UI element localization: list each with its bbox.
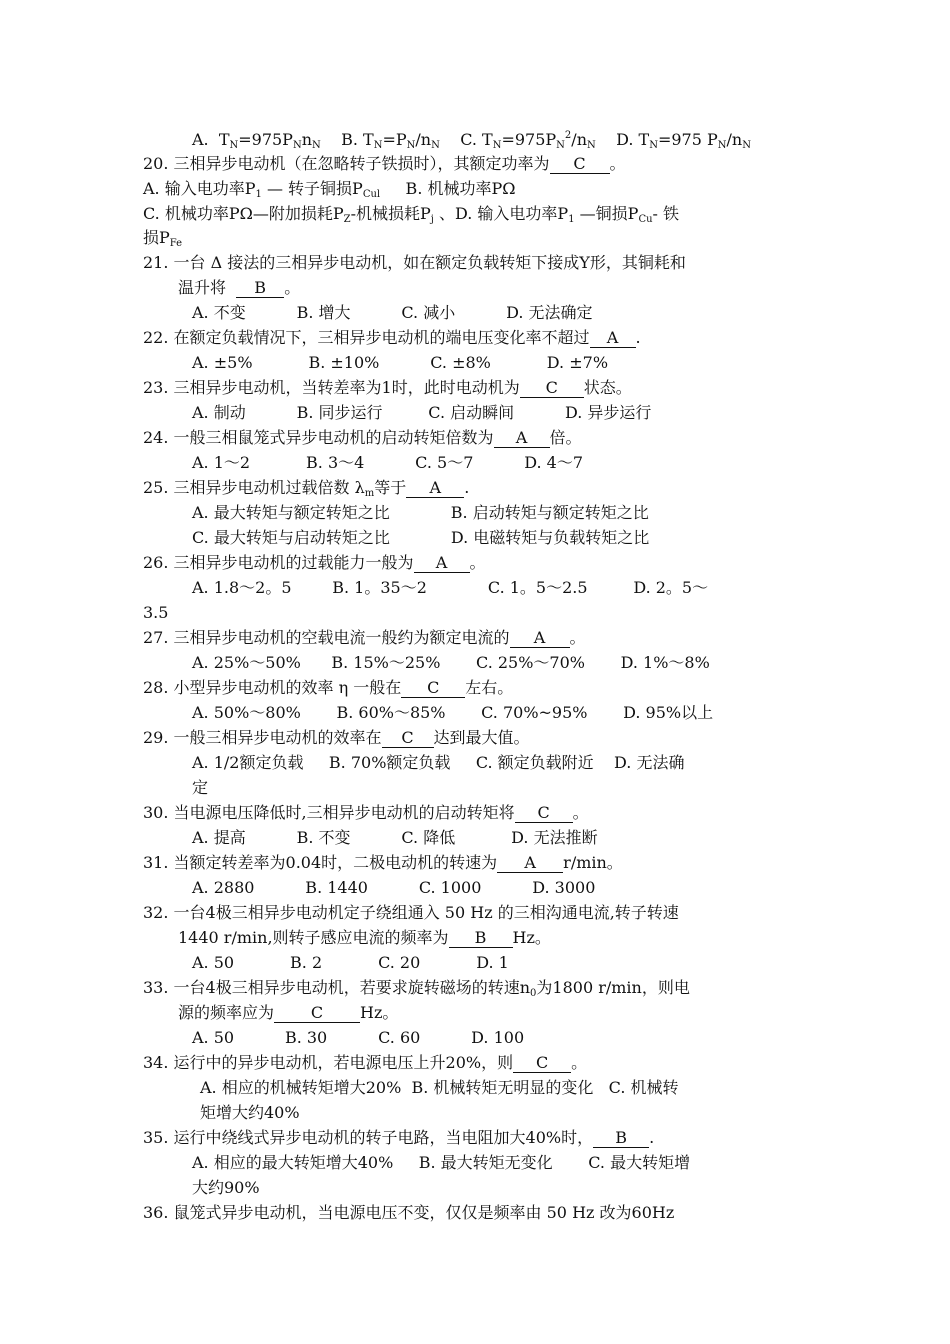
- q34-options-cont: 矩增大约40%: [200, 1103, 300, 1122]
- q31-stem: 31. 当额定转差率为0.04时，二极电动机的转速为 A r/min。: [143, 853, 623, 872]
- q26-options-cont: 3.5: [143, 603, 169, 622]
- q20-options-ab: A. 输入电功率$P_1$ — 转子铜损$P_{Cul}$ B. 机械功率PΩ: [143, 179, 516, 200]
- q32-stem-cont: 1440 r/min,则转子感应电流的频率为 B Hz。: [178, 928, 551, 947]
- q28-options: A. 50%～80% B. 60%～85% C. 70%~95% D. 95%以上: [192, 703, 714, 722]
- q20-options-cd: C. 机械功率PΩ—附加损耗$P_Z-$机械损耗$P_j$ 、D. 输入电功率$P_1$ —铜损$P_{Cu}-$ 铁: [143, 204, 680, 225]
- q33-options: A. 50 B. 30 C. 60 D. 100: [192, 1028, 525, 1047]
- q20-stem: 20. 三相异步电动机（在忽略转子铁损时），其额定功率为 C 。: [143, 154, 626, 173]
- q30-answer: C: [515, 804, 573, 823]
- q30-stem: 30. 当电源电压降低时,三相异步电动机的启动转矩将 C 。: [143, 803, 589, 822]
- q31-options: A. 2880 B. 1440 C. 1000 D. 3000: [192, 878, 596, 897]
- q35-answer: B: [593, 1129, 649, 1148]
- q35-options-cont: 大约90%: [192, 1178, 260, 1197]
- q23-answer: C: [520, 379, 584, 398]
- q25-options-cd: C. 最大转矩与启动转矩之比 D. 电磁转矩与负载转矩之比: [192, 528, 650, 547]
- q31-answer: A: [497, 854, 563, 873]
- q34-answer: C: [513, 1054, 571, 1073]
- q36-stem: 36. 鼠笼式异步电动机，当电源电压不变，仅仅是频率由 50 Hz 改为60Hz: [143, 1203, 675, 1222]
- q22-answer: A: [590, 329, 636, 348]
- q32-answer: B: [449, 929, 513, 948]
- q21-options: A. 不变 B. 增大 C. 减小 D. 无法确定: [192, 303, 593, 322]
- q34-options: A. 相应的机械转矩增大20% B. 机械转矩无明显的变化 C. 机械转: [200, 1078, 679, 1097]
- q27-options: A. 25%～50% B. 15%～25% C. 25%～70% D. 1%～8%: [192, 653, 710, 672]
- q30-options: A. 提高 B. 不变 C. 降低 D. 无法推断: [192, 828, 598, 847]
- q29-options-cont: 定: [192, 778, 209, 797]
- q22-options: A. ±5% B. ±10% C. ±8% D. ±7%: [192, 353, 609, 372]
- q26-answer: A: [414, 554, 470, 573]
- q25-answer: A: [406, 479, 464, 498]
- q25-options-ab: A. 最大转矩与额定转矩之比 B. 启动转矩与额定转矩之比: [192, 503, 649, 522]
- q20-options-cont: 损$P_{Fe}$: [143, 228, 183, 249]
- q22-stem: 22. 在额定负载情况下，三相异步电动机的端电压变化率不超过 A .: [143, 328, 641, 347]
- q21-answer: B: [236, 279, 284, 298]
- q33-stem: 33. 一台4极三相异步电动机，若要求旋转磁场的转速$n_0$为1800 r/min，则电: [143, 978, 690, 999]
- q27-answer: A: [510, 629, 570, 648]
- q23-stem: 23. 三相异步电动机，当转差率为1时，此时电动机为 C 状态。: [143, 378, 632, 397]
- q25-stem: 25. 三相异步电动机过载倍数 $\lambda_m$等于 A .: [143, 478, 470, 499]
- q32-options: A. 50 B. 2 C. 20 D. 1: [192, 953, 509, 972]
- q33-stem-cont: 源的频率应为 C Hz。: [178, 1003, 399, 1022]
- q24-stem: 24. 一般三相鼠笼式异步电动机的启动转矩倍数为 A 倍。: [143, 428, 582, 447]
- q19-options: A. $T_N=975P_Nn_N$ B. $T_N=P_N/n_N$ C. $T_N=975P_N^2/n_N$ D. $T_N=975$ $P_N/n_N$: [192, 130, 751, 151]
- q34-stem: 34. 运行中的异步电动机，若电源电压上升20%，则 C 。: [143, 1053, 588, 1072]
- q29-answer: C: [382, 729, 434, 748]
- q24-options: A. 1～2 B. 3～4 C. 5～7 D. 4～7: [192, 453, 584, 472]
- q32-stem: 32. 一台4极三相异步电动机定子绕组通入 50 Hz 的三相沟通电流,转子转速: [143, 903, 679, 922]
- q29-stem: 29. 一般三相异步电动机的效率在 C 达到最大值。: [143, 728, 530, 747]
- q24-answer: A: [494, 429, 550, 448]
- q35-stem: 35. 运行中绕线式异步电动机的转子电路，当电阻加大40%时， B .: [143, 1128, 655, 1147]
- q20-answer: C: [550, 155, 610, 174]
- q28-stem: 28. 小型异步电动机的效率 η 一般在 C 左右。: [143, 678, 514, 697]
- q35-options: A. 相应的最大转矩增大40% B. 最大转矩无变化 C. 最大转矩增: [192, 1153, 691, 1172]
- q27-stem: 27. 三相异步电动机的空载电流一般约为额定电流的 A 。: [143, 628, 586, 647]
- q23-options: A. 制动 B. 同步运行 C. 启动瞬间 D. 异步运行: [192, 403, 652, 422]
- q26-stem: 26. 三相异步电动机的过载能力一般为 A 。: [143, 553, 486, 572]
- q21-stem: 21. 一台 Δ 接法的三相异步电动机，如在额定负载转矩下接成Y形，其铜耗和: [143, 253, 686, 272]
- q29-options: A. 1/2额定负载 B. 70%额定负载 C. 额定负载附近 D. 无法确: [192, 753, 685, 772]
- q28-answer: C: [401, 679, 465, 698]
- q26-options: A. 1.8～2。5 B. 1。35～2 C. 1。5～2.5 D. 2。5～: [192, 578, 709, 597]
- q21-stem-cont: 温升将 B 。: [178, 278, 301, 297]
- q33-answer: C: [274, 1004, 360, 1023]
